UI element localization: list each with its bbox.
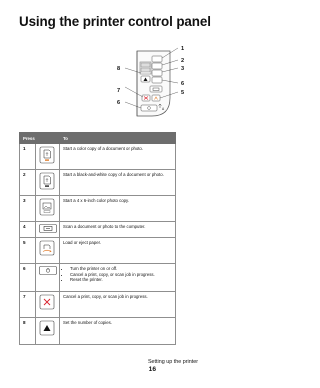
footer-section-title: Setting up the printer	[147, 359, 198, 365]
list-item: • Cancel a print, copy, or scan job in progress.	[70, 272, 172, 278]
bullet-list	[63, 266, 172, 283]
color-copy-icon	[36, 144, 60, 170]
cancel-x-icon	[36, 291, 60, 317]
row-description: Set the number of copies.	[60, 317, 176, 344]
table-row	[20, 291, 176, 317]
panel-photo-copy-button	[152, 70, 162, 76]
row-number: 3	[20, 196, 36, 222]
load-eject-paper-icon	[36, 237, 60, 263]
row-number: 5	[20, 237, 36, 263]
row-number: 8	[20, 317, 36, 344]
panel-paper-button	[152, 95, 160, 101]
header-to: To	[60, 133, 176, 144]
panel-color-copy-button	[152, 56, 162, 62]
photo-copy-4x6-icon	[36, 196, 60, 222]
callout-2: 2	[181, 58, 185, 64]
page-title: Using the printer control panel	[19, 14, 211, 29]
panel-scan-button	[152, 77, 162, 83]
row-number: 6	[20, 263, 36, 291]
button-reference-table	[19, 132, 176, 345]
table-row	[20, 170, 176, 196]
row-description: Load or eject paper.	[60, 237, 176, 263]
row-description: Start a black-and-white copy of a document or photo.	[60, 170, 176, 196]
callout-6-left: 6	[117, 100, 121, 106]
callout-5: 5	[181, 90, 185, 96]
panel-power-button	[141, 105, 157, 111]
row-number: 2	[20, 170, 36, 196]
control-panel-diagram	[0, 0, 300, 130]
power-icon	[36, 263, 60, 291]
number-of-copies-icon	[36, 317, 60, 344]
row-description: Start a 4 x 6-inch color photo copy.	[60, 196, 176, 222]
row-description: Cancel a print, copy, or scan job in progress.	[60, 291, 176, 317]
table-row	[20, 222, 176, 238]
list-item: • Reset the printer.	[70, 277, 172, 283]
panel-black-copy-button	[152, 63, 162, 69]
row-description: Scan a document or photo to the computer.	[60, 222, 176, 238]
callout-7: 7	[117, 88, 121, 94]
callout-3: 3	[181, 66, 185, 72]
svg-text:A: A	[162, 107, 165, 111]
table-row	[20, 263, 176, 291]
callout-8: 8	[117, 66, 121, 72]
row-description: Start a color copy of a document or photo.	[60, 144, 176, 170]
black-copy-icon	[36, 170, 60, 196]
table-row	[20, 237, 176, 263]
callout-6: 6	[181, 81, 185, 87]
row-description	[60, 263, 176, 291]
row-number: 1	[20, 144, 36, 170]
table-row	[20, 196, 176, 222]
header-press: Press	[20, 133, 60, 144]
scan-to-computer-icon	[36, 222, 60, 238]
row-number: 4	[20, 222, 36, 238]
page-number: 16	[148, 366, 156, 373]
list-item: • Turn the printer on or off.	[70, 266, 172, 272]
row-number: 7	[20, 291, 36, 317]
callout-1: 1	[181, 46, 185, 52]
table-row	[20, 144, 176, 170]
table-row	[20, 317, 176, 344]
